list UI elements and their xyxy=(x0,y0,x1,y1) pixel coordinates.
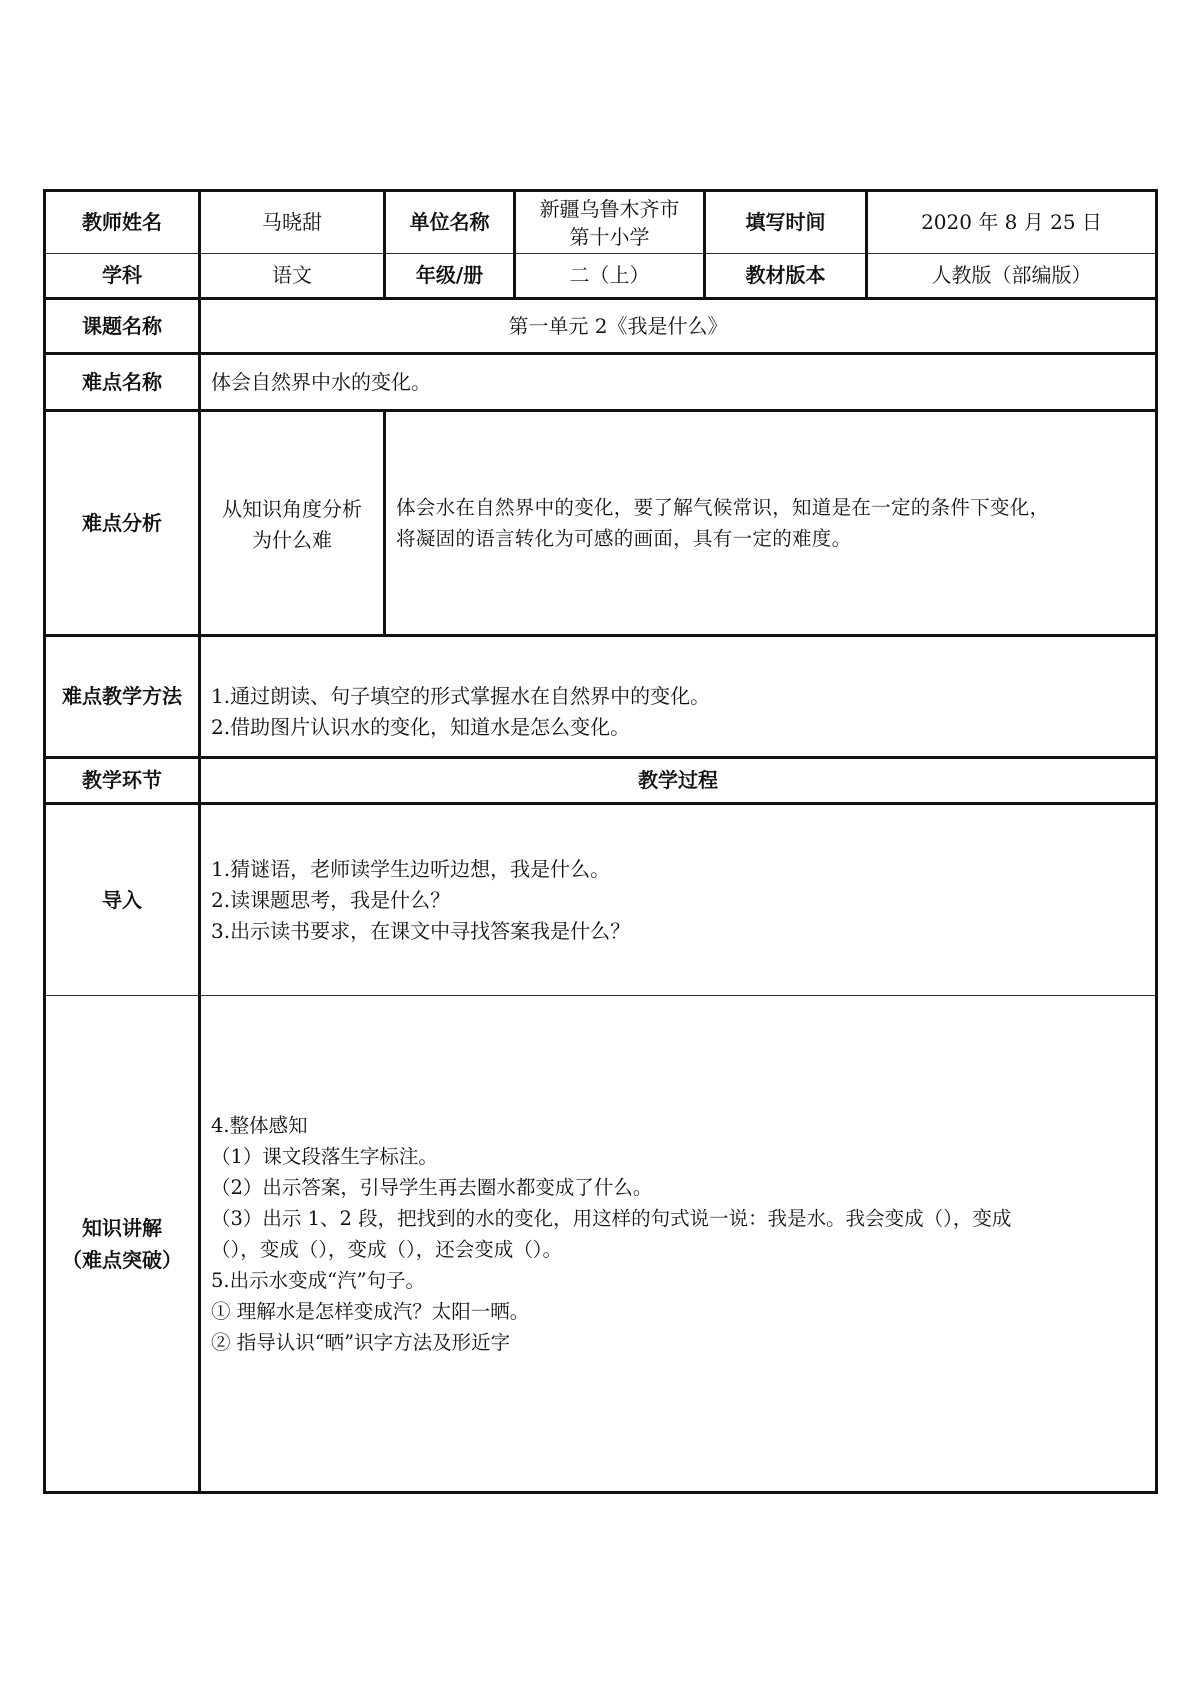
header-row-1 xyxy=(45,191,1157,254)
method-item-2: 2.借助图片认识水的变化，知道水是怎么变化。 xyxy=(211,714,631,739)
intro-list xyxy=(200,804,1157,996)
analysis-label: 难点分析 xyxy=(45,411,200,636)
analysis-row xyxy=(45,411,1157,636)
method-label: 难点教学方法 xyxy=(45,636,200,758)
unit-name-value xyxy=(515,191,705,254)
intro-label: 导入 xyxy=(45,804,200,996)
intro-row xyxy=(45,804,1157,996)
knowledge-list xyxy=(200,996,1157,1493)
grade-label: 年级/册 xyxy=(385,254,515,299)
grade-value: 二（上） xyxy=(515,254,705,299)
edition-value: 人教版（部编版） xyxy=(867,254,1157,299)
knowledge-row xyxy=(45,996,1157,1493)
edition-label: 教材版本 xyxy=(705,254,867,299)
subject-value: 语文 xyxy=(200,254,385,299)
unit-name-label: 单位名称 xyxy=(385,191,515,254)
difficulty-label: 难点名称 xyxy=(45,354,200,411)
teacher-name-label: 教师姓名 xyxy=(45,191,200,254)
method-list xyxy=(200,636,1157,758)
topic-value xyxy=(200,299,1157,354)
difficulty-value: 体会自然界中水的变化。 xyxy=(200,354,1157,411)
topic-row xyxy=(45,299,1157,354)
fill-date-value: 2020 年 8 月 25 日 xyxy=(867,191,1157,254)
subject-label: 学科 xyxy=(45,254,200,299)
intro-item-1: 1.猜谜语，老师读学生边听边想，我是什么。 xyxy=(211,856,611,881)
analysis-text xyxy=(385,411,1157,636)
method-row xyxy=(45,636,1157,758)
method-item-1: 1.通过朗读、句子填空的形式掌握水在自然界中的变化。 xyxy=(211,683,711,708)
knowledge-item-3: （2）出示答案，引导学生再去圈水都变成了什么。 xyxy=(211,1176,653,1199)
knowledge-label-line-2: （难点突破） xyxy=(62,1247,182,1272)
stage-header-label: 教学环节 xyxy=(45,758,200,804)
knowledge-item-6: 5.出示水变成“汽”句子。 xyxy=(211,1269,426,1292)
header-row-2 xyxy=(45,254,1157,299)
intro-item-2: 2.读课题思考，我是什么？ xyxy=(211,887,451,912)
process-header-row xyxy=(45,758,1157,804)
knowledge-label xyxy=(45,996,200,1493)
topic-value-text: 第一单元 2《我是什么》 xyxy=(508,313,728,338)
unit-name-line-2: 第十小学 xyxy=(569,224,650,249)
knowledge-item-5: （），变成（），变成（），还会变成（）。 xyxy=(211,1238,563,1261)
lesson-plan-table xyxy=(43,189,1158,1494)
analysis-sub-label xyxy=(200,411,385,636)
knowledge-item-2: （1）课文段落生字标注。 xyxy=(211,1145,438,1168)
knowledge-item-1: 4.整体感知 xyxy=(211,1114,308,1137)
knowledge-label-line-1: 知识讲解 xyxy=(82,1215,162,1240)
analysis-sub-label-line-2: 为什么难 xyxy=(252,528,332,552)
knowledge-item-4: （3）出示 1、2 段，把找到的水的变化，用这样的句式说一说：我是水。我会变成（），变成 xyxy=(211,1207,1012,1230)
difficulty-row xyxy=(45,354,1157,411)
analysis-text-line-2: 将凝固的语言转化为可感的画面，具有一定的难度。 xyxy=(396,527,852,550)
intro-item-3: 3.出示读书要求，在课文中寻找答案我是什么？ xyxy=(211,918,631,943)
unit-name-line-1: 新疆乌鲁木齐市 xyxy=(539,196,680,221)
fill-date-label: 填写时间 xyxy=(705,191,867,254)
process-header-label: 教学过程 xyxy=(200,758,1157,804)
knowledge-item-7: ① 理解水是怎样变成汽？太阳一晒。 xyxy=(211,1300,530,1323)
analysis-sub-label-line-1: 从知识角度分析 xyxy=(222,497,362,521)
analysis-text-line-1: 体会水在自然界中的变化，要了解气候常识，知道是在一定的条件下变化， xyxy=(396,496,1050,519)
teacher-name-value: 马晓甜 xyxy=(200,191,385,254)
knowledge-item-8: ② 指导认识“晒”识字方法及形近字 xyxy=(211,1331,511,1354)
topic-label: 课题名称 xyxy=(45,299,200,354)
